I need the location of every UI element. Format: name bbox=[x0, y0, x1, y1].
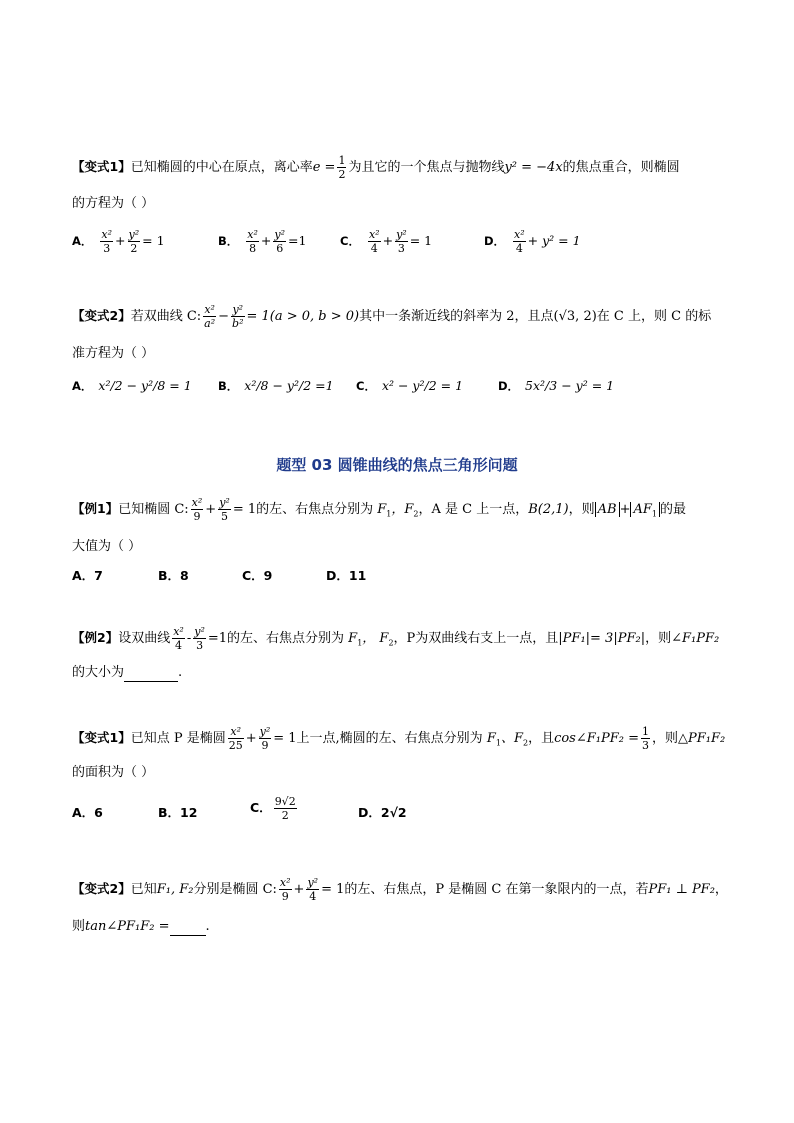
variant1-a-option-c[interactable]: C． $\frac{\text{x²}}{4}$ + $\frac{\text{y²}}{3}$ = 1 bbox=[340, 228, 433, 255]
variant1-b-option-c[interactable]: C． $\frac{9√2}{2}$ bbox=[250, 795, 296, 822]
variant2-a-option-b[interactable]: B． x²/8 − y²/2 =1 bbox=[218, 378, 334, 393]
point-sqrt3-2: (√3, 2) bbox=[553, 309, 597, 324]
example2-line2: 的大小为 . bbox=[72, 665, 183, 680]
variant1-b-option-a[interactable]: A．6 bbox=[72, 805, 103, 820]
hyperbola-condition: = 1(a > 0, b > 0) bbox=[246, 309, 360, 324]
variant1-a-text2: 为且它的一个焦点与抛物线 bbox=[348, 160, 505, 175]
variant1-a-option-d[interactable]: D． $\frac{\text{x²}}{4}$ + y² = 1 bbox=[484, 228, 581, 255]
variant1-a-option-b[interactable]: B． $\frac{\text{x²}}{8}$ + $\frac{\text{y²}}{6}$ =1 bbox=[218, 228, 307, 255]
eccentricity-fraction: $\frac{1}{2}$ bbox=[338, 154, 346, 181]
variant1-a-option-a[interactable]: A． $\frac{\text{x²}}{3}$ + $\frac{\text{y²}}{2}$ = 1 bbox=[72, 228, 165, 255]
example2-tag: 【例2】 bbox=[72, 630, 119, 645]
variant2-b-tag: 【变式2】 bbox=[72, 881, 131, 896]
section-title: 题型 03 圆锥曲线的焦点三角形问题 bbox=[276, 456, 518, 474]
variant1-b-line1: 【变式1】已知点 P 是椭圆 $\frac{\text{x²}}{25}$ + $\frac{\text{y²}}{9}$ = 1上一点,椭圆的左、右焦点分别为 $F_1$、$F_2$，且cos∠F₁PF₂ = $\frac{1}{3}$ ，则△PF₁F₂ bbox=[72, 725, 726, 752]
variant2-b-line1: 【变式2】已知F₁, F₂分别是椭圆 C: $\frac{\text{x²}}{9}$ + $\frac{\text{y²}}{4}$ = 1的左、右焦点，P 是椭圆 C 在第一象限内的一点，若PF₁ ⊥ PF₂， bbox=[72, 876, 728, 903]
example1-option-a[interactable]: A．7 bbox=[72, 568, 103, 583]
variant2-b-line2: 则tan∠PF₁F₂ = . bbox=[72, 919, 210, 934]
variant2-a-option-d[interactable]: D． 5x²/3 − y² = 1 bbox=[498, 378, 615, 393]
hyperbola-fraction-y: $\frac{\text{y²}}{\text{b²}}$ bbox=[232, 303, 244, 330]
example1-tag: 【例1】 bbox=[72, 501, 119, 516]
variant1-a-text1: 已知椭圆的中心在原点，离心率 bbox=[130, 160, 313, 175]
variant1-a-line2: 的方程为（ ） bbox=[72, 196, 155, 211]
example1-option-d[interactable]: D．11 bbox=[326, 568, 367, 583]
variant2-a-tag: 【变式2】 bbox=[72, 308, 131, 323]
parabola-equation: y² = −4x bbox=[504, 160, 563, 175]
variant1-b-tag: 【变式1】 bbox=[72, 730, 131, 745]
variant1-b-option-b[interactable]: B．12 bbox=[158, 805, 198, 820]
variant2-a-line1: 【变式2】若双曲线 C: $\frac{\text{x²}}{\text{a²}}$ − $\frac{\text{y²}}{\text{b²}}$ = 1(a > 0, b > 0)其中一条渐近线的斜率为 2，且点(√3, 2)在 C 上，则 C 的标 bbox=[72, 303, 712, 330]
variant2-a-text1: 若双曲线 C: bbox=[130, 309, 202, 324]
answer-blank-2[interactable] bbox=[170, 921, 206, 936]
example1-line1: 【例1】已知椭圆 C: $\frac{\text{x²}}{9}$ + $\frac{\text{y²}}{5}$ = 1的左、右焦点分别为 $F_1$，$F_2$，A 是 C 上一点，B(2,1)，则 AB + $AF_1$ 的最 bbox=[72, 496, 687, 523]
example1-option-b[interactable]: B．8 bbox=[158, 568, 189, 583]
hyperbola-fraction-x: $\frac{\text{x²}}{\text{a²}}$ bbox=[204, 303, 216, 330]
variant2-a-option-c[interactable]: C． x² − y²/2 = 1 bbox=[356, 378, 464, 393]
variant2-a-text2: 其中一条渐近线的斜率为 2，且点 bbox=[359, 309, 554, 324]
variant2-a-text3: 在 C 上，则 C 的标 bbox=[596, 309, 712, 324]
variant2-a-line2: 准方程为（ ） bbox=[72, 346, 155, 361]
variant1-a-tag: 【变式1】 bbox=[72, 159, 131, 174]
variant2-a-option-a[interactable]: A． x²/2 − y²/8 = 1 bbox=[72, 378, 192, 393]
example1-line2: 大值为（ ） bbox=[72, 539, 142, 554]
variant1-b-option-d[interactable]: D．2√2 bbox=[358, 805, 407, 820]
variant1-b-line2: 的面积为（ ） bbox=[72, 765, 155, 780]
eccentricity-label: e = bbox=[312, 160, 336, 175]
answer-blank[interactable] bbox=[124, 667, 178, 682]
variant1-a-text3: 的焦点重合，则椭圆 bbox=[562, 160, 680, 175]
example2-line1: 【例2】设双曲线 $\frac{\text{x²}}{4}$ - $\frac{\text{y²}}{3}$ =1的左、右焦点分别为 $F_1$， $F_2$，P为双曲线右支上一点，且|PF₁|= 3|PF₂|，则∠F₁PF₂ bbox=[72, 625, 720, 652]
example1-option-c[interactable]: C．9 bbox=[242, 568, 273, 583]
variant1-a-line1 bbox=[72, 154, 680, 181]
